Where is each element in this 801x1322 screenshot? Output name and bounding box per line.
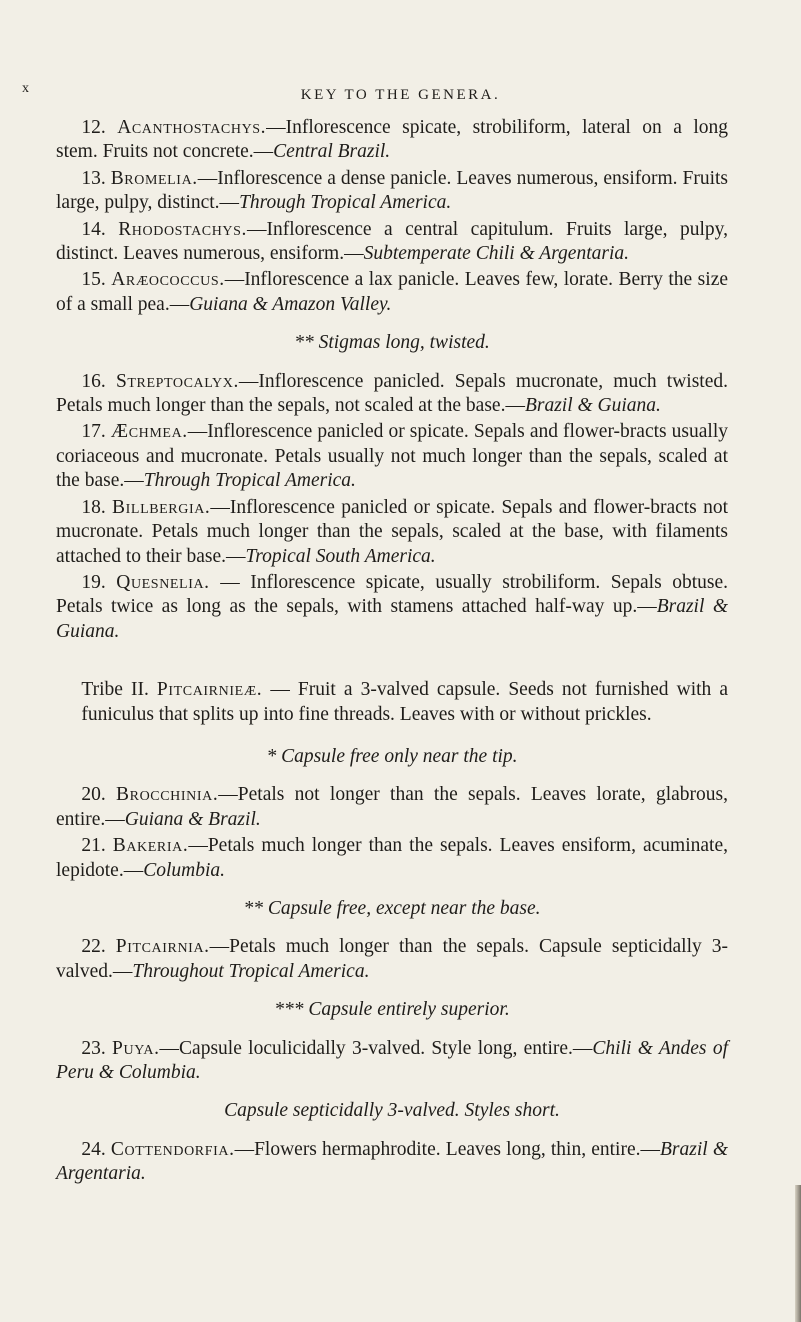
entry-number: 23. <box>81 1037 106 1059</box>
entry-number: 13. <box>81 167 106 189</box>
genus-entry-24 <box>56 1138 728 1187</box>
entry-description: —Inflorescence panicled. Sepals mucronate, much twisted. Petals much longer than the sepals, not scaled at the base.— <box>56 370 729 417</box>
genus-entry-12 <box>56 116 728 165</box>
genus-name: Aræococcus. <box>111 269 225 291</box>
genus-name: Puya. <box>112 1037 160 1059</box>
entry-region: Through Tropical America. <box>143 470 356 492</box>
entry-number: 16. <box>81 370 106 392</box>
genus-entry-19 <box>56 571 728 644</box>
subgroup-heading: *** Capsule entirely superior. <box>274 999 510 1021</box>
genus-name: Æchmea. <box>110 421 188 443</box>
entry-region: Brazil & Guiana. <box>524 395 661 417</box>
genus-entry-17 <box>56 420 728 493</box>
genus-entry-22 <box>56 935 728 984</box>
genus-entry-15 <box>56 268 728 317</box>
tribe-label: Tribe II. <box>81 679 149 701</box>
entry-region: Central Brazil. <box>273 141 391 163</box>
genus-entry-21 <box>56 834 728 883</box>
entry-region: Brazil & Guiana. <box>56 596 728 642</box>
entry-region: Subtemperate Chili & Argentaria. <box>363 243 630 265</box>
tribe-heading <box>56 678 728 727</box>
entry-number: 14. <box>81 218 106 240</box>
genus-name: Billbergia. <box>112 496 211 518</box>
entry-number: 17. <box>81 421 106 443</box>
genus-entry-20 <box>56 783 728 832</box>
entry-region: Guiana & Brazil. <box>124 808 261 830</box>
entry-description: —Flowers hermaphrodite. Leaves long, thin, entire.— <box>234 1138 660 1160</box>
key-text <box>56 116 728 1189</box>
subgroup-heading: Capsule septicidally 3-valved. Styles short. <box>224 1100 560 1122</box>
subgroup-heading: * Capsule free only near the tip. <box>266 745 518 767</box>
entry-description: — Inflorescence spicate, usually strobiliform. Sepals obtuse. Petals twice as long as the sepals, with stamens attached half-way up.— <box>56 571 729 618</box>
running-head: KEY TO THE GENERA. <box>300 87 501 103</box>
entry-number: 12. <box>81 117 106 138</box>
entry-number: 24. <box>81 1138 106 1160</box>
entry-number: 18. <box>81 496 106 518</box>
entry-description: —Inflorescence spicate, strobiliform, lateral on a long stem. Fruits not concrete.— <box>56 117 728 163</box>
entry-description: —Inflorescence a dense panicle. Leaves numerous, ensiform. Fruits large, pulpy, distinct.— <box>56 167 729 214</box>
page-folio: x <box>22 81 30 96</box>
entry-description: —Inflorescence a central capitulum. Fruits large, pulpy, distinct. Leaves numerous, ensiform.— <box>56 218 728 265</box>
entry-region: Chili & Andes of Peru & Columbia. <box>56 1037 728 1083</box>
entry-number: 20. <box>81 784 106 806</box>
entry-number: 22. <box>81 936 106 958</box>
subgroup-heading: ** Capsule free, except near the base. <box>243 897 541 919</box>
entry-number: 19. <box>81 571 106 593</box>
genus-name: Bromelia. <box>110 167 198 189</box>
genus-name: Pitcairnia. <box>115 936 210 958</box>
entry-description: —Inflorescence a lax panicle. Leaves few, lorate. Berry the size of a small pea.— <box>56 269 728 315</box>
genus-entry-23 <box>56 1037 728 1086</box>
entry-description: —Petals much longer than the sepals. Leaves ensiform, acuminate, lepidote.— <box>56 835 728 881</box>
genus-name: Streptocalyx. <box>115 370 239 392</box>
entry-region: Guiana & Amazon Valley. <box>189 293 392 315</box>
entry-region: Through Tropical America. <box>239 192 452 214</box>
tribe-name: Pitcairnieæ. <box>156 679 263 701</box>
genus-name: Brocchinia. <box>116 784 219 806</box>
entry-region: Throughout Tropical America. <box>132 960 370 982</box>
genus-entry-13 <box>56 167 728 216</box>
entry-description: —Inflorescence panicled or spicate. Sepals and flower-bracts usually coriaceous and mucronate. Petals usually not much longer than the sepals, scaled at the base.— <box>56 421 729 492</box>
genus-entry-18 <box>56 496 728 569</box>
entry-region: Brazil & Argentaria. <box>56 1138 728 1185</box>
genus-name: Cottendorfia. <box>110 1138 235 1160</box>
tribe-description: — Fruit a 3-valved capsule. Seeds not furnished with a funiculus that splits up into fine threads. Leaves with or without prickles. <box>81 679 729 725</box>
genus-name: Acanthostachys. <box>117 117 267 138</box>
genus-entry-16 <box>56 370 728 419</box>
genus-name: Quesnelia. <box>116 571 210 593</box>
entry-description: —Petals not longer than the sepals. Leaves lorate, glabrous, entire.— <box>56 784 729 830</box>
genus-name: Rhodostachys. <box>118 218 247 240</box>
entry-description: —Inflorescence panicled or spicate. Sepals and flower-bracts not mucronate. Petals much longer than the sepals, scaled at the base, with filaments attached to their base.— <box>56 496 728 567</box>
genus-entry-14 <box>56 218 728 267</box>
entry-number: 15. <box>81 269 106 291</box>
page-edge-shadow <box>795 1185 801 1322</box>
genus-name: Bakeria. <box>112 835 189 857</box>
entry-region: Columbia. <box>143 859 226 881</box>
entry-region: Tropical South America. <box>245 545 436 567</box>
entry-number: 21. <box>81 835 106 857</box>
entry-description: —Capsule loculicidally 3-valved. Style long, entire.— <box>159 1037 593 1059</box>
subgroup-heading: ** Stigmas long, twisted. <box>294 332 490 354</box>
entry-description: —Petals much longer than the sepals. Capsule septicidally 3-valved.— <box>56 936 729 982</box>
